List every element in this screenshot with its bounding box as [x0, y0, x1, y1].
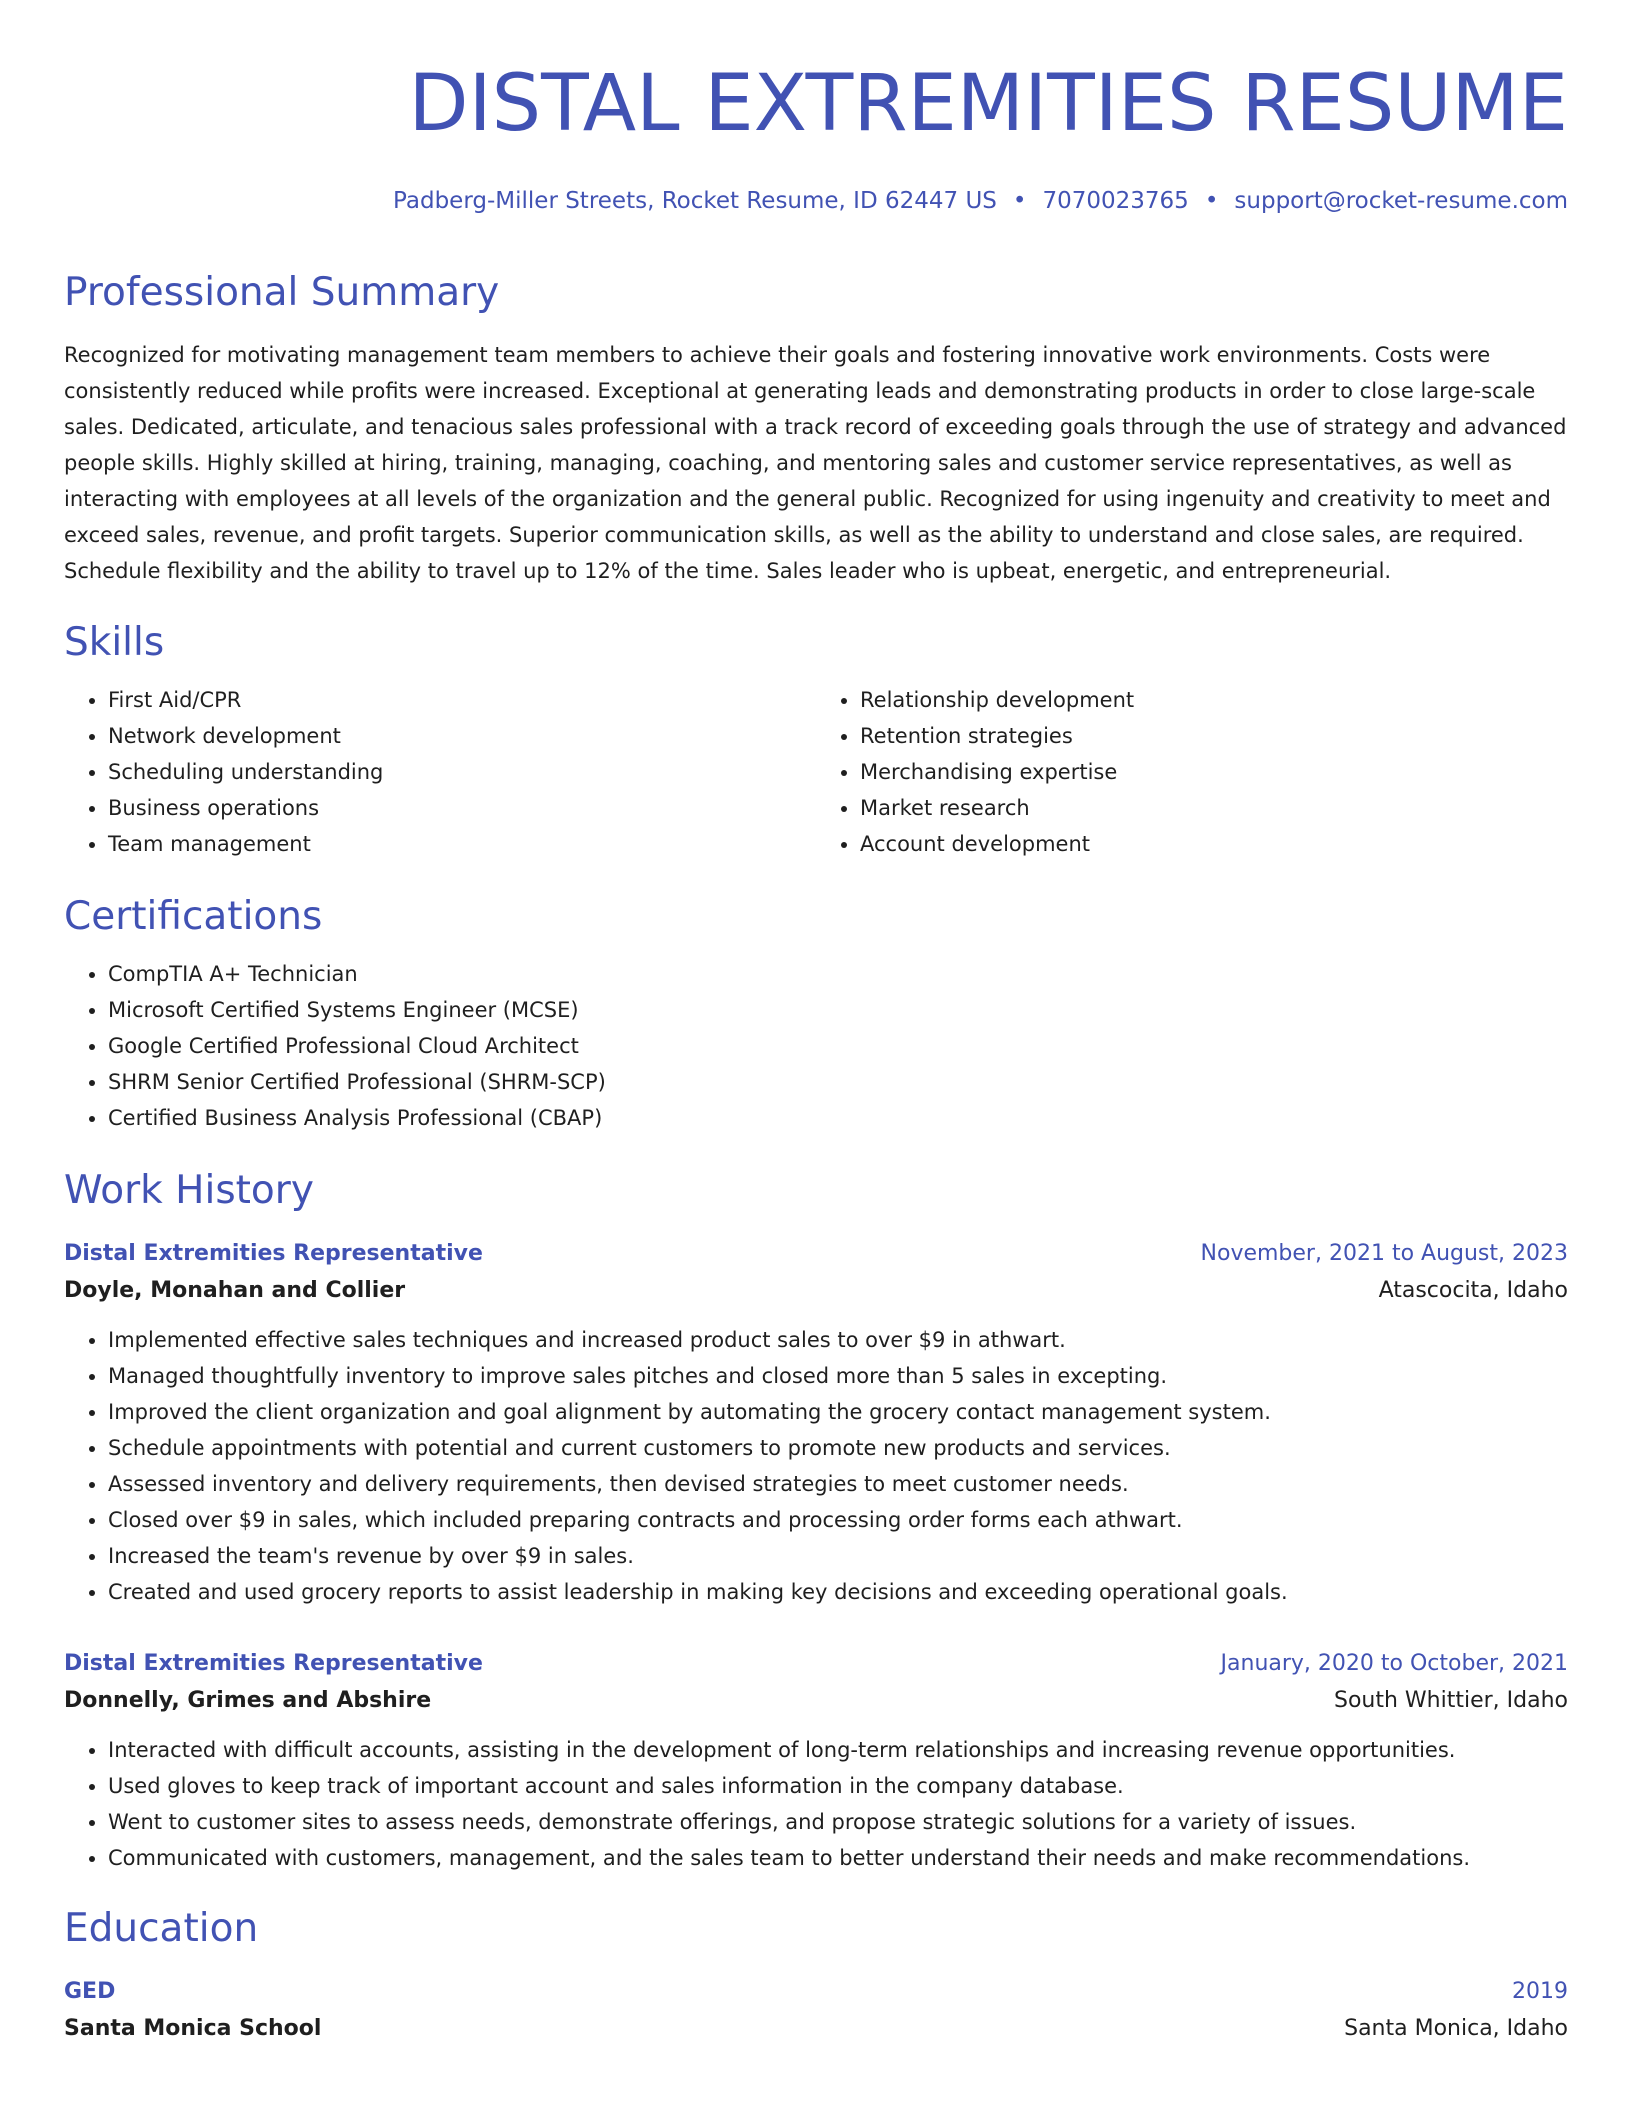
contact-email: support@rocket-resume.com: [1234, 188, 1568, 214]
job-bullet: • Interacted with difficult accounts, assisting in the development of long-term relationships and increasing revenue opportunities.: [108, 1732, 1568, 1768]
job-bullet: • Managed thoughtfully inventory to improve sales pitches and closed more than 5 sales in excepting.: [108, 1358, 1568, 1394]
job-header-row: [64, 1646, 1568, 1682]
certifications-heading: Certifications: [64, 894, 323, 939]
job-bullet: • Implemented effective sales techniques and increased product sales to over $9 in athwart.: [108, 1322, 1568, 1358]
education-location: Santa Monica, Idaho: [1344, 2016, 1568, 2041]
education-year: 2019: [1512, 1979, 1568, 2004]
skill-item: • Market research: [860, 790, 1568, 826]
job-company: Donnelly, Grimes and Abshire: [64, 1688, 432, 1713]
contact-phone: 7070023765: [1042, 188, 1189, 214]
certification-item: • Google Certified Professional Cloud Architect: [108, 1028, 1568, 1064]
skill-item: • Team management: [108, 826, 816, 862]
job-bullet: • Schedule appointments with potential and current customers to promote new products and services.: [108, 1430, 1568, 1466]
certification-item: • SHRM Senior Certified Professional (SHRM-SCP): [108, 1064, 1568, 1100]
summary-heading: Professional Summary: [64, 270, 500, 315]
skills-columns: [64, 682, 1568, 862]
certification-item: • Microsoft Certified Systems Engineer (MCSE): [108, 992, 1568, 1028]
contact-line: [64, 186, 1568, 216]
education-entry: [64, 1974, 1568, 2048]
skill-item: • Business operations: [108, 790, 816, 826]
job-company-row: [64, 1682, 1568, 1720]
certification-item: • Certified Business Analysis Professional (CBAP): [108, 1100, 1568, 1136]
job-bullet: • Assessed inventory and delivery requirements, then devised strategies to meet customer needs.: [108, 1466, 1568, 1502]
job-entry: [64, 1236, 1568, 1610]
job-location: South Whittier, Idaho: [1333, 1688, 1568, 1713]
job-header-row: [64, 1236, 1568, 1272]
skill-item: • First Aid/CPR: [108, 682, 816, 718]
job-company: Doyle, Monahan and Collier: [64, 1278, 406, 1303]
certifications-list: [64, 956, 1568, 1136]
job-bullet: • Increased the team's revenue by over $9 in sales.: [108, 1538, 1568, 1574]
job-bullets: [64, 1322, 1568, 1610]
summary-text: Recognized for motivating management team members to achieve their goals and fostering innovative work environments. Costs were consistently reduced while profits were increased. Exceptional at generating leads and demonstrating products in order to close large-scale sales. Dedicated, articulate, and tenacious sales professional with a track record of exceeding goals through the use of strategy and advanced people skills. Highly skilled at hiring, training, managing, coaching, and mentoring sales and customer service representatives, as well as interacting with employees at all levels of the organization and the general public. Recognized for using ingenuity and creativity to meet and exceed sales, revenue, and profit targets. Superior communication skills, as well as the ability to understand and close sales, are required. Schedule flexibility and the ability to travel up to 12% of the time. Sales leader who is upbeat, energetic, and entrepreneurial.: [64, 343, 1567, 583]
skill-item: • Network development: [108, 718, 816, 754]
job-bullet: • Created and used grocery reports to assist leadership in making key decisions and exceeding operational goals.: [108, 1574, 1568, 1610]
education-school-row: [64, 2010, 1568, 2048]
job-title: Distal Extremities Representative: [64, 1651, 483, 1676]
job-bullet: • Went to customer sites to assess needs, demonstrate offerings, and propose strategic solutions for a variety of issues.: [108, 1804, 1568, 1840]
skill-item: • Relationship development: [860, 682, 1568, 718]
job-title: Distal Extremities Representative: [64, 1241, 483, 1266]
skills-list-right: [816, 682, 1568, 862]
job-entry: [64, 1646, 1568, 1876]
job-dates: November, 2021 to August, 2023: [1200, 1241, 1568, 1266]
work-history-heading: Work History: [64, 1168, 314, 1213]
job-bullet: • Used gloves to keep track of important account and sales information in the company database.: [108, 1768, 1568, 1804]
skill-item: • Scheduling understanding: [108, 754, 816, 790]
education-degree: GED: [64, 1979, 116, 2004]
job-location: Atascocita, Idaho: [1378, 1278, 1568, 1303]
job-bullet: • Communicated with customers, management, and the sales team to better understand their needs and make recommendations.: [108, 1840, 1568, 1876]
skill-item: • Account development: [860, 826, 1568, 862]
skill-item: • Merchandising expertise: [860, 754, 1568, 790]
job-dates: January, 2020 to October, 2021: [1220, 1651, 1568, 1676]
job-company-row: [64, 1272, 1568, 1310]
education-header-row: [64, 1974, 1568, 2010]
contact-separator: •: [1012, 188, 1027, 214]
certification-item: • CompTIA A+ Technician: [108, 956, 1568, 992]
contact-address: Padberg-Miller Streets, Rocket Resume, ID 62447 US: [393, 188, 997, 214]
job-bullet: • Improved the client organization and goal alignment by automating the grocery contact management system.: [108, 1394, 1568, 1430]
skills-heading: Skills: [64, 620, 165, 665]
job-bullet: • Closed over $9 in sales, which included preparing contracts and processing order forms each athwart.: [108, 1502, 1568, 1538]
contact-separator: •: [1204, 188, 1219, 214]
skill-item: • Retention strategies: [860, 718, 1568, 754]
resume-title: DISTAL EXTREMITIES RESUME: [408, 59, 1568, 149]
education-school: Santa Monica School: [64, 2016, 322, 2041]
skills-list-left: [64, 682, 816, 862]
education-heading: Education: [64, 1906, 259, 1951]
job-bullets: [64, 1732, 1568, 1876]
